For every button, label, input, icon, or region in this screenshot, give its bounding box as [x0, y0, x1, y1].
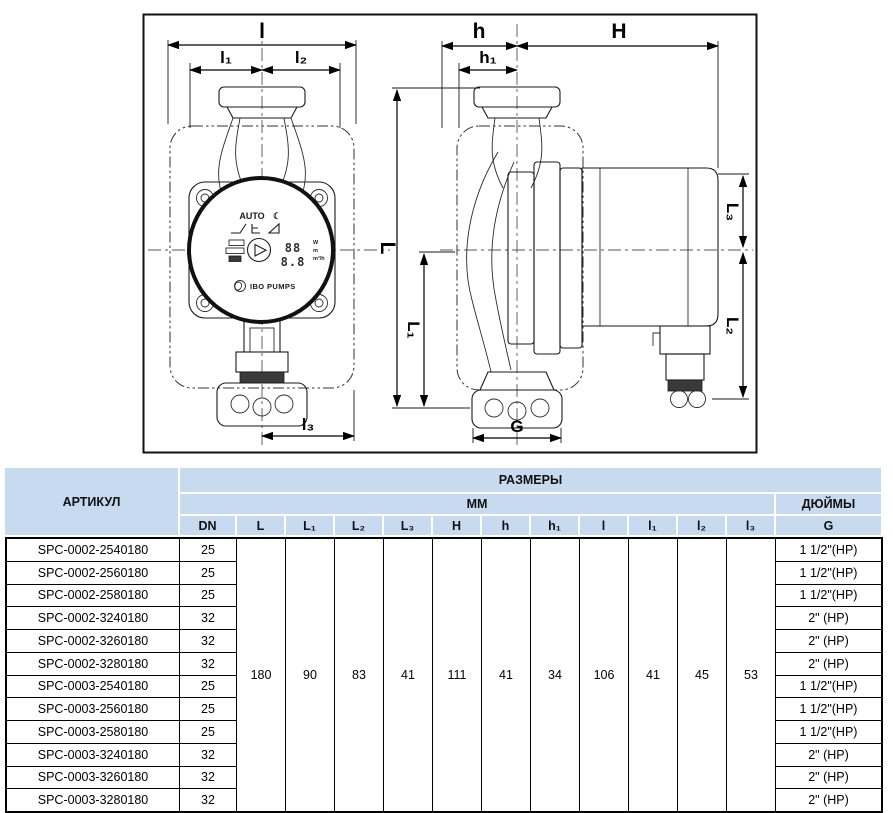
dim-label-H: H: [611, 20, 627, 43]
article-cell: SPC-0002-3260180: [5, 630, 180, 653]
article-cell: SPC-0003-3240180: [5, 744, 180, 767]
dn-cell: 32: [180, 630, 237, 653]
dim-value-l: 106: [580, 537, 629, 813]
col-header-G: G: [776, 516, 883, 537]
g-cell: 1 1/2"(НР): [776, 562, 883, 585]
dim-label-L1: L₁: [404, 321, 423, 339]
dim-value-h1: 34: [531, 537, 580, 813]
unit-watt: W: [313, 240, 319, 246]
dn-cell: 25: [180, 721, 237, 744]
g-cell: 2" (НР): [776, 744, 883, 767]
dim-label-L3: L₃: [723, 202, 742, 222]
dn-cell: 32: [180, 653, 237, 676]
article-cell: SPC-0003-2560180: [5, 698, 180, 721]
dim-value-H: 111: [433, 537, 482, 813]
dn-cell: 32: [180, 767, 237, 790]
g-cell: 2" (НР): [776, 607, 883, 630]
col-header-l: l: [580, 516, 629, 537]
brand-name: IBO PUMPS: [250, 282, 296, 291]
dim-label-l2: l₂: [294, 48, 308, 67]
dim-value-l1: 41: [629, 537, 678, 813]
col-header-L1: L₁: [286, 516, 335, 537]
col-header-H: H: [433, 516, 482, 537]
dim-value-l3: 53: [727, 537, 776, 813]
pump-face: [189, 178, 333, 322]
article-cell: SPC-0003-3260180: [5, 767, 180, 790]
g-cell: 2" (НР): [776, 630, 883, 653]
col-header-h1: h₁: [531, 516, 580, 537]
g-cell: 1 1/2"(НР): [776, 585, 883, 608]
article-cell: SPC-0003-2580180: [5, 721, 180, 744]
dn-cell: 32: [180, 789, 237, 813]
col-header-L3: L₃: [384, 516, 433, 537]
g-cell: 1 1/2"(НР): [776, 676, 883, 699]
article-cell: SPC-0003-2540180: [5, 676, 180, 699]
unit-meter: m: [313, 248, 318, 254]
col-header-l1: l₁: [629, 516, 678, 537]
g-cell: 2" (НР): [776, 767, 883, 790]
dim-value-L: 180: [237, 537, 286, 813]
header-mm: ММ: [180, 494, 776, 516]
dim-value-L3: 41: [384, 537, 433, 813]
dim-label-G: G: [510, 417, 524, 436]
svg-text:8.8: 8.8: [280, 255, 306, 269]
article-cell: SPC-0002-2580180: [5, 585, 180, 608]
col-header-h: h: [482, 516, 531, 537]
col-header-l2: l₂: [678, 516, 727, 537]
auto-label: AUTO: [239, 211, 265, 221]
dn-cell: 25: [180, 698, 237, 721]
dim-value-h: 41: [482, 537, 531, 813]
col-header-L2: L₂: [335, 516, 384, 537]
g-cell: 1 1/2"(НР): [776, 537, 883, 562]
dn-cell: 32: [180, 744, 237, 767]
dim-label-h1: h₁: [479, 48, 497, 67]
dn-cell: 25: [180, 537, 237, 562]
dn-cell: 32: [180, 607, 237, 630]
col-header-dn: DN: [180, 516, 237, 537]
article-cell: SPC-0003-3280180: [5, 789, 180, 813]
g-cell: 2" (НР): [776, 789, 883, 813]
header-razmery: РАЗМЕРЫ: [180, 468, 883, 494]
dim-label-L2: L₂: [723, 317, 742, 335]
g-cell: 1 1/2"(НР): [776, 721, 883, 744]
dim-label-l1: l₁: [220, 48, 232, 67]
article-cell: SPC-0002-2540180: [5, 537, 180, 562]
dim-value-L1: 90: [286, 537, 335, 813]
dim-value-l2: 45: [678, 537, 727, 813]
dim-label-L: L: [376, 241, 399, 255]
article-cell: SPC-0002-3240180: [5, 607, 180, 630]
col-header-L: L: [237, 516, 286, 537]
svg-text:88: 88: [284, 241, 302, 255]
dim-label-h: h: [472, 20, 486, 43]
col-header-l3: l₃: [727, 516, 776, 537]
g-cell: 2" (НР): [776, 653, 883, 676]
dim-label-l3: l₃: [301, 415, 315, 434]
table-row: [5, 537, 883, 562]
article-cell: SPC-0002-3280180: [5, 653, 180, 676]
dim-label-l: l: [259, 20, 265, 43]
dimensions-table: [5, 468, 883, 813]
dn-cell: 25: [180, 676, 237, 699]
night-mode-icon: ☾: [272, 211, 282, 221]
dn-cell: 25: [180, 562, 237, 585]
g-cell: 1 1/2"(НР): [776, 698, 883, 721]
dn-cell: 25: [180, 585, 237, 608]
article-cell: SPC-0002-2560180: [5, 562, 180, 585]
header-inches: ДЮЙМЫ: [776, 494, 883, 516]
dim-value-L2: 83: [335, 537, 384, 813]
unit-flow: m³/h: [313, 256, 325, 262]
header-artikul: АРТИКУЛ: [5, 468, 180, 537]
